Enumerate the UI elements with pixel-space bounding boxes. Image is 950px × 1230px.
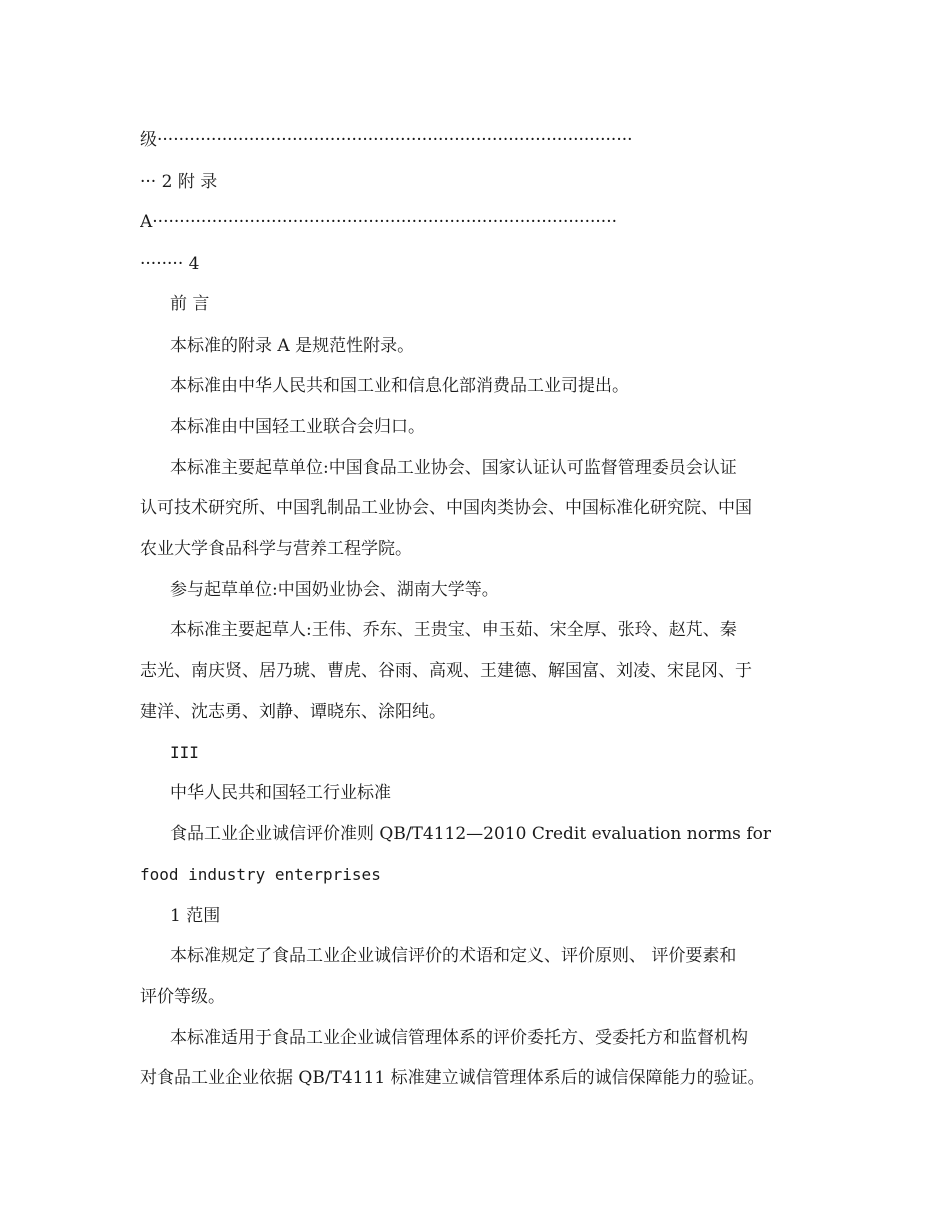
section-1-paragraph-2-line-1: 本标准适用于食品工业企业诚信管理体系的评价委托方、受委托方和监督机构 bbox=[170, 1028, 748, 1048]
page-number: III bbox=[170, 743, 199, 762]
section-1-paragraph-2-line-2: 对食品工业企业依据 QB/T4111 标准建立诚信管理体系后的诚信保障能力的验证。 bbox=[140, 1068, 765, 1088]
foreword-paragraph-6-line-2: 志光、南庆贤、居乃琥、曹虎、谷雨、高观、王建德、解国富、刘凌、宋昆冈、于 bbox=[140, 661, 752, 681]
foreword-paragraph-6-line-3: 建洋、沈志勇、刘静、谭晓东、涂阳纯。 bbox=[140, 702, 446, 722]
toc-line-appendix-a: A······················································································ bbox=[140, 212, 618, 232]
foreword-heading: 前 言 bbox=[170, 294, 210, 314]
foreword-paragraph-4-line-3: 农业大学食品科学与营养工程学院。 bbox=[140, 539, 412, 559]
foreword-paragraph-1: 本标准的附录 A 是规范性附录。 bbox=[170, 336, 415, 356]
foreword-paragraph-5: 参与起草单位:中国奶业协会、湖南大学等。 bbox=[170, 580, 499, 600]
standard-title-line-2: food industry enterprises bbox=[140, 865, 381, 884]
toc-line-grade: 级························································································ bbox=[140, 130, 633, 150]
foreword-paragraph-4-line-1: 本标准主要起草单位:中国食品工业协会、国家认证认可监督管理委员会认证 bbox=[170, 458, 737, 478]
foreword-paragraph-3: 本标准由中国轻工业联合会归口。 bbox=[170, 417, 425, 437]
standard-category: 中华人民共和国轻工行业标准 bbox=[170, 783, 391, 803]
section-1-paragraph-1-line-1: 本标准规定了食品工业企业诚信评价的术语和定义、评价原则、 评价要素和 bbox=[170, 946, 737, 966]
section-1-paragraph-1-line-2: 评价等级。 bbox=[140, 987, 225, 1007]
toc-line-page-4: ········ 4 bbox=[140, 254, 200, 274]
foreword-paragraph-2: 本标准由中华人民共和国工业和信息化部消费品工业司提出。 bbox=[170, 376, 629, 396]
standard-title-line-1: 食品工业企业诚信评价准则 QB/T4112—2010 Credit evaluation norms for bbox=[170, 824, 771, 844]
foreword-paragraph-6-line-1: 本标准主要起草人:王伟、乔东、王贵宝、申玉茹、宋全厚、张玲、赵芃、秦 bbox=[170, 620, 737, 640]
toc-line-appendix-entry: ··· 2 附 录 bbox=[140, 172, 218, 192]
section-1-heading: 1 范围 bbox=[170, 906, 221, 926]
foreword-paragraph-4-line-2: 认可技术研究所、中国乳制品工业协会、中国肉类协会、中国标准化研究院、中国 bbox=[140, 498, 752, 518]
